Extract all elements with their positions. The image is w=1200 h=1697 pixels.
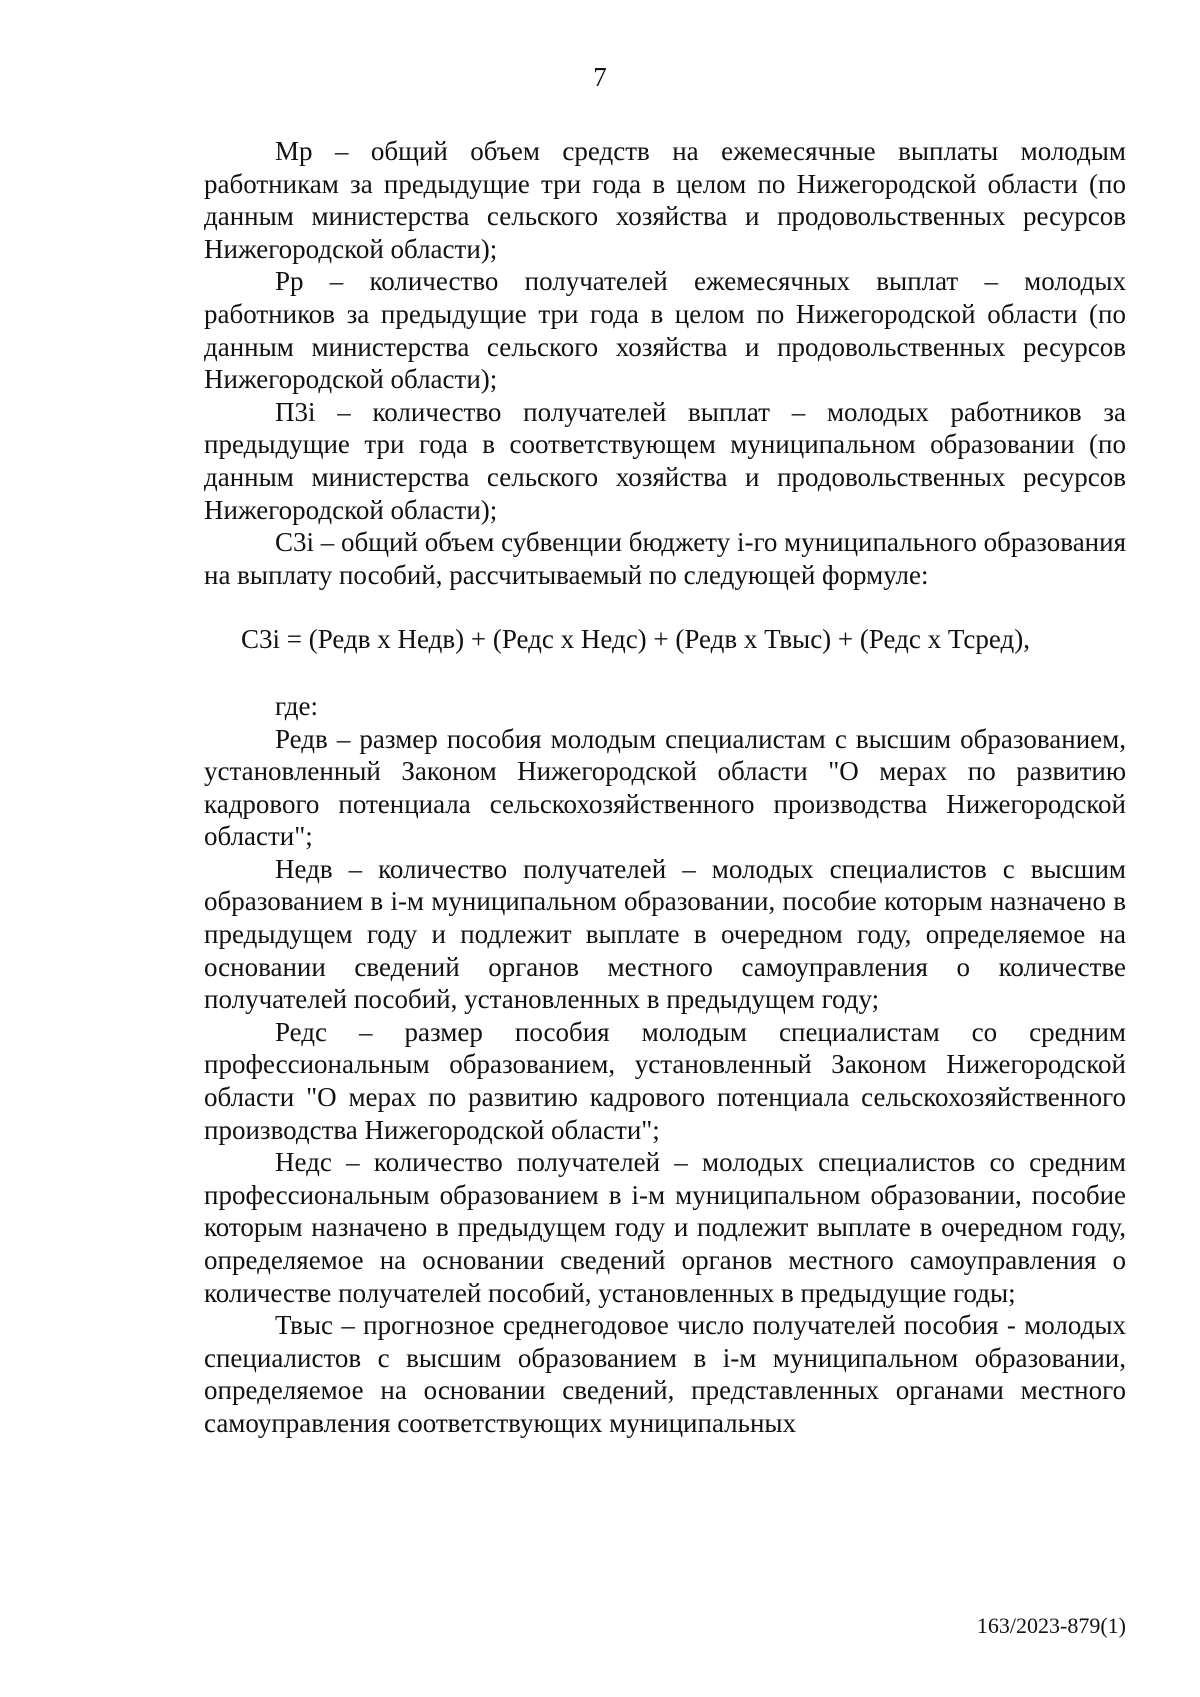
paragraph-rr-definition: Рр – количество получателей ежемесячных выплат – молодых работников за предыдущие три года в целом по Нижегородской области (по данным министерства сельского хозяйства и продовольственных ресурсов Нижегородской области); — [204, 266, 1126, 395]
paragraph-reds-definition: Редс – размер пособия молодым специалистам со средним профессиональным образованием, установленный Законом Нижегородской области "О мерах по развитию кадрового потенциала сельскохозяйственного производства Нижегородской области"; — [204, 1016, 1126, 1145]
subvention-formula: С3i = (Редв х Недв) + (Редс х Недс) + (Редв х Твыс) + (Редс х Тсред), — [241, 624, 1030, 655]
where-label: где: — [275, 690, 318, 721]
paragraph-mr-definition: Мр – общий объем средств на ежемесячные выплаты молодым работникам за предыдущие три года в целом по Нижегородской области (по данным министерства сельского хозяйства и продовольственных ресурсов Нижегородской области); — [204, 136, 1126, 264]
document-code: 163/2023-879(1) — [976, 1613, 1126, 1638]
document-body — [204, 135, 1126, 1440]
paragraph-tvys-definition: Твыс – прогнозное среднегодовое число получателей пособия - молодых специалистов с высшим образованием в i-м муниципальном образовании, определяемое на основании сведений, представленных органами местного самоуправления соответствующих муниципальных — [204, 1310, 1126, 1438]
page-number: 7 — [593, 62, 607, 92]
paragraph-p3i-definition: П3i – количество получателей выплат – молодых работников за предыдущие три года в соответствующем муниципальном образовании (по данным министерства сельского хозяйства и продовольственных ресурсов Нижегородской области); — [204, 396, 1126, 525]
paragraph-redv-definition: Редв – размер пособия молодым специалистам с высшим образованием, установленный Законом Нижегородской области "О мерах по развитию кадрового потенциала сельскохозяйственного производства Нижегородской области"; — [204, 723, 1126, 852]
paragraph-nedv-definition: Недв – количество получателей – молодых специалистов с высшим образованием в i-м муниципальном образовании, пособие которым назначено в предыдущем году и подлежит выплате в очередном году, определяемое на основании сведений органов местного самоуправления о количестве получателей пособий, установленных в предыдущем году; — [204, 853, 1126, 1015]
paragraph-neds-definition: Недс – количество получателей – молодых специалистов со средним профессиональным образованием в i-м муниципальном образовании, пособие которым назначено в предыдущем году и подлежит выплате в очередном году, определяемое на основании сведений органов местного самоуправления о количестве получателей пособий, установленных в предыдущие годы; — [204, 1147, 1126, 1308]
paragraph-c3i-definition: С3i – общий объем субвенции бюджету i-го муниципального образования на выплату пособий, рассчитываемый по следующей формуле: — [204, 527, 1126, 590]
